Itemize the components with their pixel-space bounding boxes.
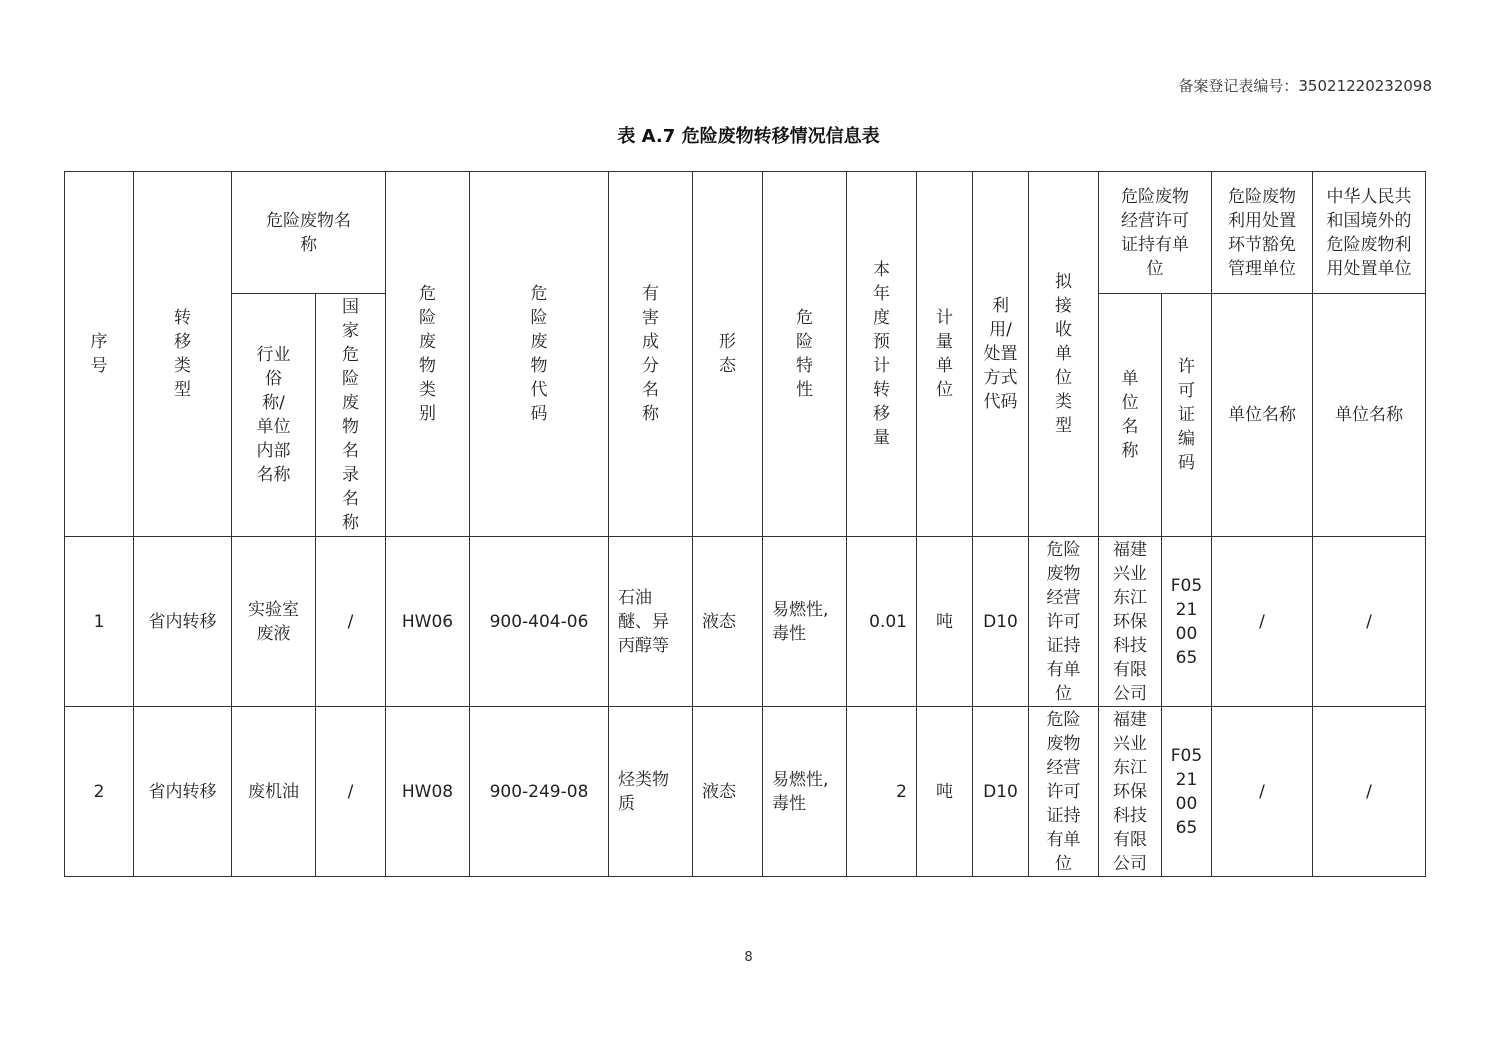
cell-seq: 2 xyxy=(65,707,134,877)
cell-receiver-type: 危险废物经营许可证持有单位 xyxy=(1029,707,1099,877)
cell-exempt-name: / xyxy=(1212,537,1313,707)
col-header-foreign-group: 中华人民共和国境外的危险废物利用处置单位 xyxy=(1313,172,1426,294)
cell-holder-name: 福建兴业东江环保科技有限公司 xyxy=(1099,537,1162,707)
cell-category: HW06 xyxy=(386,537,470,707)
cell-disposal-code: D10 xyxy=(973,707,1029,877)
col-header-waste-name-group: 危险废物名称 xyxy=(232,172,386,294)
col-header-code: 危险废物代码 xyxy=(470,172,609,537)
cell-hazardous-components: 石油醚、异丙醇等 xyxy=(609,537,693,707)
cell-foreign-name: / xyxy=(1313,537,1426,707)
col-header-seq: 序号 xyxy=(65,172,134,537)
col-header-receiver-type: 拟接收单位类型 xyxy=(1029,172,1099,537)
cell-holder-name: 福建兴业东江环保科技有限公司 xyxy=(1099,707,1162,877)
col-header-holder-name: 单位名称 xyxy=(1099,294,1162,537)
record-number xyxy=(1178,75,1432,96)
cell-seq: 1 xyxy=(65,537,134,707)
col-header-category: 危险废物类别 xyxy=(386,172,470,537)
cell-unit: 吨 xyxy=(917,537,973,707)
cell-category: HW08 xyxy=(386,707,470,877)
cell-hazardous-components: 烃类物质 xyxy=(609,707,693,877)
cell-form: 液态 xyxy=(693,707,763,877)
cell-transfer-type: 省内转移 xyxy=(134,537,232,707)
col-header-disposal-code: 利用/处置方式代码 xyxy=(973,172,1029,537)
cell-transfer-type: 省内转移 xyxy=(134,707,232,877)
col-header-exempt-name: 单位名称 xyxy=(1212,294,1313,537)
cell-annual-quantity: 0.01 xyxy=(847,537,917,707)
col-header-unit: 计量单位 xyxy=(917,172,973,537)
col-header-national-name: 国家危险废物名录名称 xyxy=(316,294,386,537)
cell-form: 液态 xyxy=(693,537,763,707)
col-header-exempt-group: 危险废物利用处置环节豁免管理单位 xyxy=(1212,172,1313,294)
cell-code: 900-249-08 xyxy=(470,707,609,877)
cell-license-no: F05210065 xyxy=(1162,537,1212,707)
cell-hazard-property: 易燃性,毒性 xyxy=(763,537,847,707)
col-header-license-holder-group: 危险废物经营许可证持有单位 xyxy=(1099,172,1212,294)
cell-national-name: / xyxy=(316,707,386,877)
record-number-label: 备案登记表编号 ： xyxy=(1178,77,1298,95)
col-header-license-no: 许可证编码 xyxy=(1162,294,1212,537)
col-header-hazardous-components: 有害成分名称 xyxy=(609,172,693,537)
cell-national-name: / xyxy=(316,537,386,707)
cell-industry-name: 实验室废液 xyxy=(232,537,316,707)
col-header-transfer-type: 转移类型 xyxy=(134,172,232,537)
cell-foreign-name: / xyxy=(1313,707,1426,877)
col-header-industry-name: 行业俗称/单位内部名称 xyxy=(232,294,316,537)
col-header-foreign-name: 单位名称 xyxy=(1313,294,1426,537)
cell-license-no: F05210065 xyxy=(1162,707,1212,877)
col-header-hazard-property: 危险特性 xyxy=(763,172,847,537)
col-header-form: 形态 xyxy=(693,172,763,537)
cell-disposal-code: D10 xyxy=(973,537,1029,707)
cell-exempt-name: / xyxy=(1212,707,1313,877)
cell-unit: 吨 xyxy=(917,707,973,877)
cell-code: 900-404-06 xyxy=(470,537,609,707)
table-row xyxy=(65,537,1426,707)
page-title: 表 A.7 危险废物转移情况信息表 xyxy=(617,126,880,147)
hazardous-waste-transfer-table xyxy=(64,171,1426,877)
cell-receiver-type: 危险废物经营许可证持有单位 xyxy=(1029,537,1099,707)
page-number: 8 xyxy=(744,950,753,965)
col-header-annual-quantity: 本年度预计转移量 xyxy=(847,172,917,537)
cell-annual-quantity: 2 xyxy=(847,707,917,877)
cell-industry-name: 废机油 xyxy=(232,707,316,877)
record-number-value: 35021220232098 xyxy=(1298,77,1432,95)
cell-hazard-property: 易燃性,毒性 xyxy=(763,707,847,877)
table-row xyxy=(65,707,1426,877)
header-row-1 xyxy=(65,172,1426,294)
